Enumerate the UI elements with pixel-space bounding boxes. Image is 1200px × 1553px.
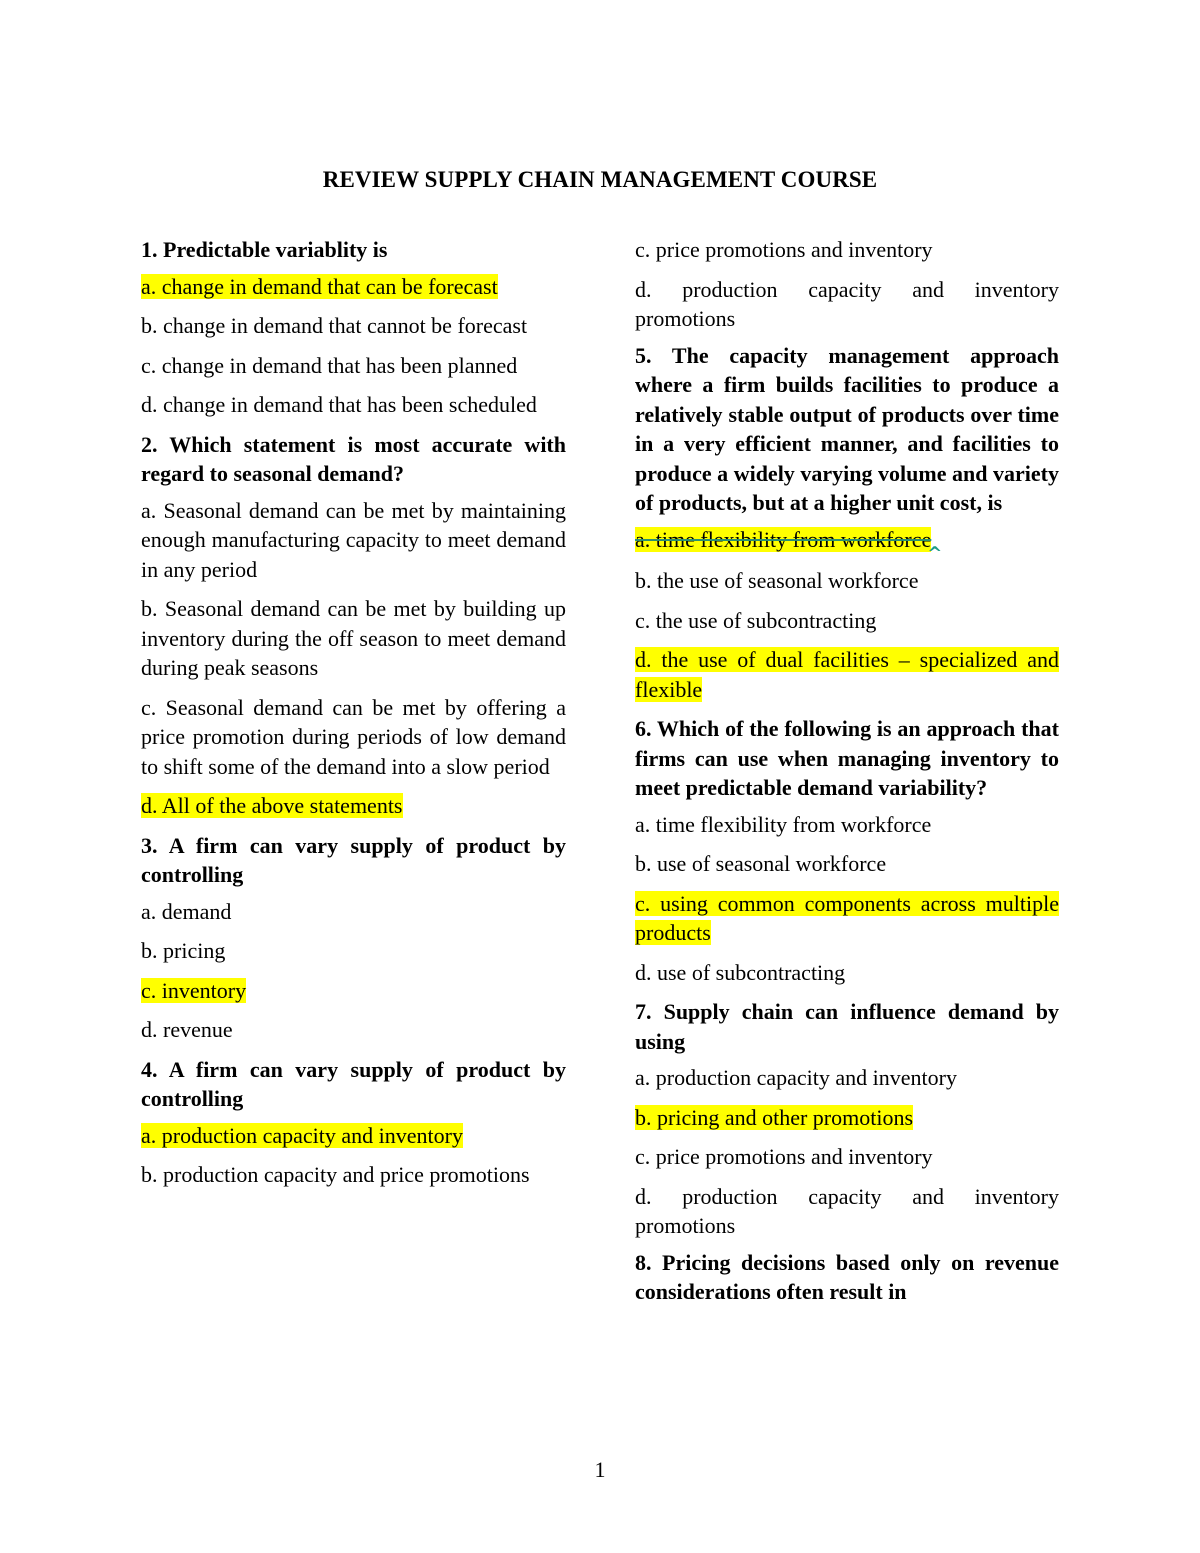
q5-option-a: [635, 525, 1059, 564]
question-2: 2. Which statement is most accurate with regard to seasonal demand?: [141, 431, 566, 486]
q5-struck-option: a. time flexibility from workforce: [635, 526, 932, 552]
q2-option-c: c. Seasonal demand can be met by offering a price promotion during periods of low demand to shift some of the demand into a slow period: [141, 694, 566, 779]
question-1: 1. Predictable variablity is: [141, 237, 388, 262]
q6-option-d: d. use of subcontracting: [635, 959, 846, 985]
q6-option-c: [635, 889, 1059, 948]
q5-option-b: b. the use of seasonal workforce: [635, 568, 919, 593]
q6-option-a: a. time flexibility from workforce: [635, 811, 932, 837]
q6-answer-highlight: c. using common components across multiple products: [635, 890, 1059, 945]
q3-option-a: a. demand: [141, 898, 232, 924]
q3-answer-highlight: c. inventory: [141, 977, 247, 1003]
q7-option-a: a. production capacity and inventory: [635, 1065, 957, 1090]
q2-option-a: a. Seasonal demand can be met by maintaining enough manufacturing capacity to meet demand in any period: [141, 497, 566, 582]
right-column: [635, 235, 1059, 1314]
document-title: REVIEW SUPPLY CHAIN MANAGEMENT COURSE: [322, 167, 878, 192]
q1-option-c: c. change in demand that has been planned: [141, 352, 518, 378]
q3-option-b: b. pricing: [141, 938, 226, 963]
question-7: 7. Supply chain can influence demand by using: [635, 999, 1059, 1054]
q5-answer-highlight: d. the use of dual facilities – specialized and flexible: [635, 647, 1059, 702]
question-5: 5. The capacity management approach where a firm builds facilities to produce a relatively stable output of products over time in a very efficient manner, and facilities to produce a widely varying volume and variety of products, but at a higher unit cost, is: [635, 342, 1059, 515]
q2-option-b: b. Seasonal demand can be met by building up inventory during the off season to meet demand during peak seasons: [141, 596, 566, 680]
q1-option-a: [141, 272, 566, 302]
q7-option-b: [635, 1103, 1059, 1133]
page-number: 1: [594, 1457, 606, 1482]
q7-option-d: d. production capacity and inventory promotions: [635, 1183, 1059, 1238]
q4-answer-highlight: a. production capacity and inventory: [141, 1122, 463, 1148]
q4-option-c: c. price promotions and inventory: [635, 237, 933, 262]
insert-caret-icon: ^: [927, 542, 943, 564]
question-4: 4. A firm can vary supply of product by controlling: [141, 1056, 566, 1111]
q1-option-b: b. change in demand that cannot be forecast: [141, 313, 528, 338]
q7-option-c: c. price promotions and inventory: [635, 1144, 933, 1169]
q5-option-d: [635, 645, 1059, 704]
question-3: 3. A firm can vary supply of product by controlling: [141, 832, 566, 887]
q5-option-c: c. the use of subcontracting: [635, 607, 877, 633]
q2-answer-highlight: d. All of the above statements: [141, 793, 403, 818]
question-6: 6. Which of the following is an approach that firms can use when managing inventory to meet predictable demand variability?: [635, 716, 1059, 800]
q4-option-d: d. production capacity and inventory promotions: [635, 276, 1059, 331]
q4-option-b: b. production capacity and price promotions: [141, 1162, 530, 1187]
left-column: [141, 235, 566, 1200]
question-8: 8. Pricing decisions based only on revenue considerations often result in: [635, 1249, 1059, 1304]
q1-answer-highlight: a. change in demand that can be forecast: [141, 273, 498, 299]
q6-option-b: b. use of seasonal workforce: [635, 851, 887, 876]
q1-option-d: d. change in demand that has been scheduled: [141, 392, 537, 417]
q2-option-d: [141, 791, 566, 821]
q3-option-d: d. revenue: [141, 1017, 233, 1042]
q4-option-a: [141, 1121, 566, 1151]
q7-answer-highlight: b. pricing and other promotions: [635, 1104, 914, 1130]
q3-option-c: [141, 976, 566, 1006]
